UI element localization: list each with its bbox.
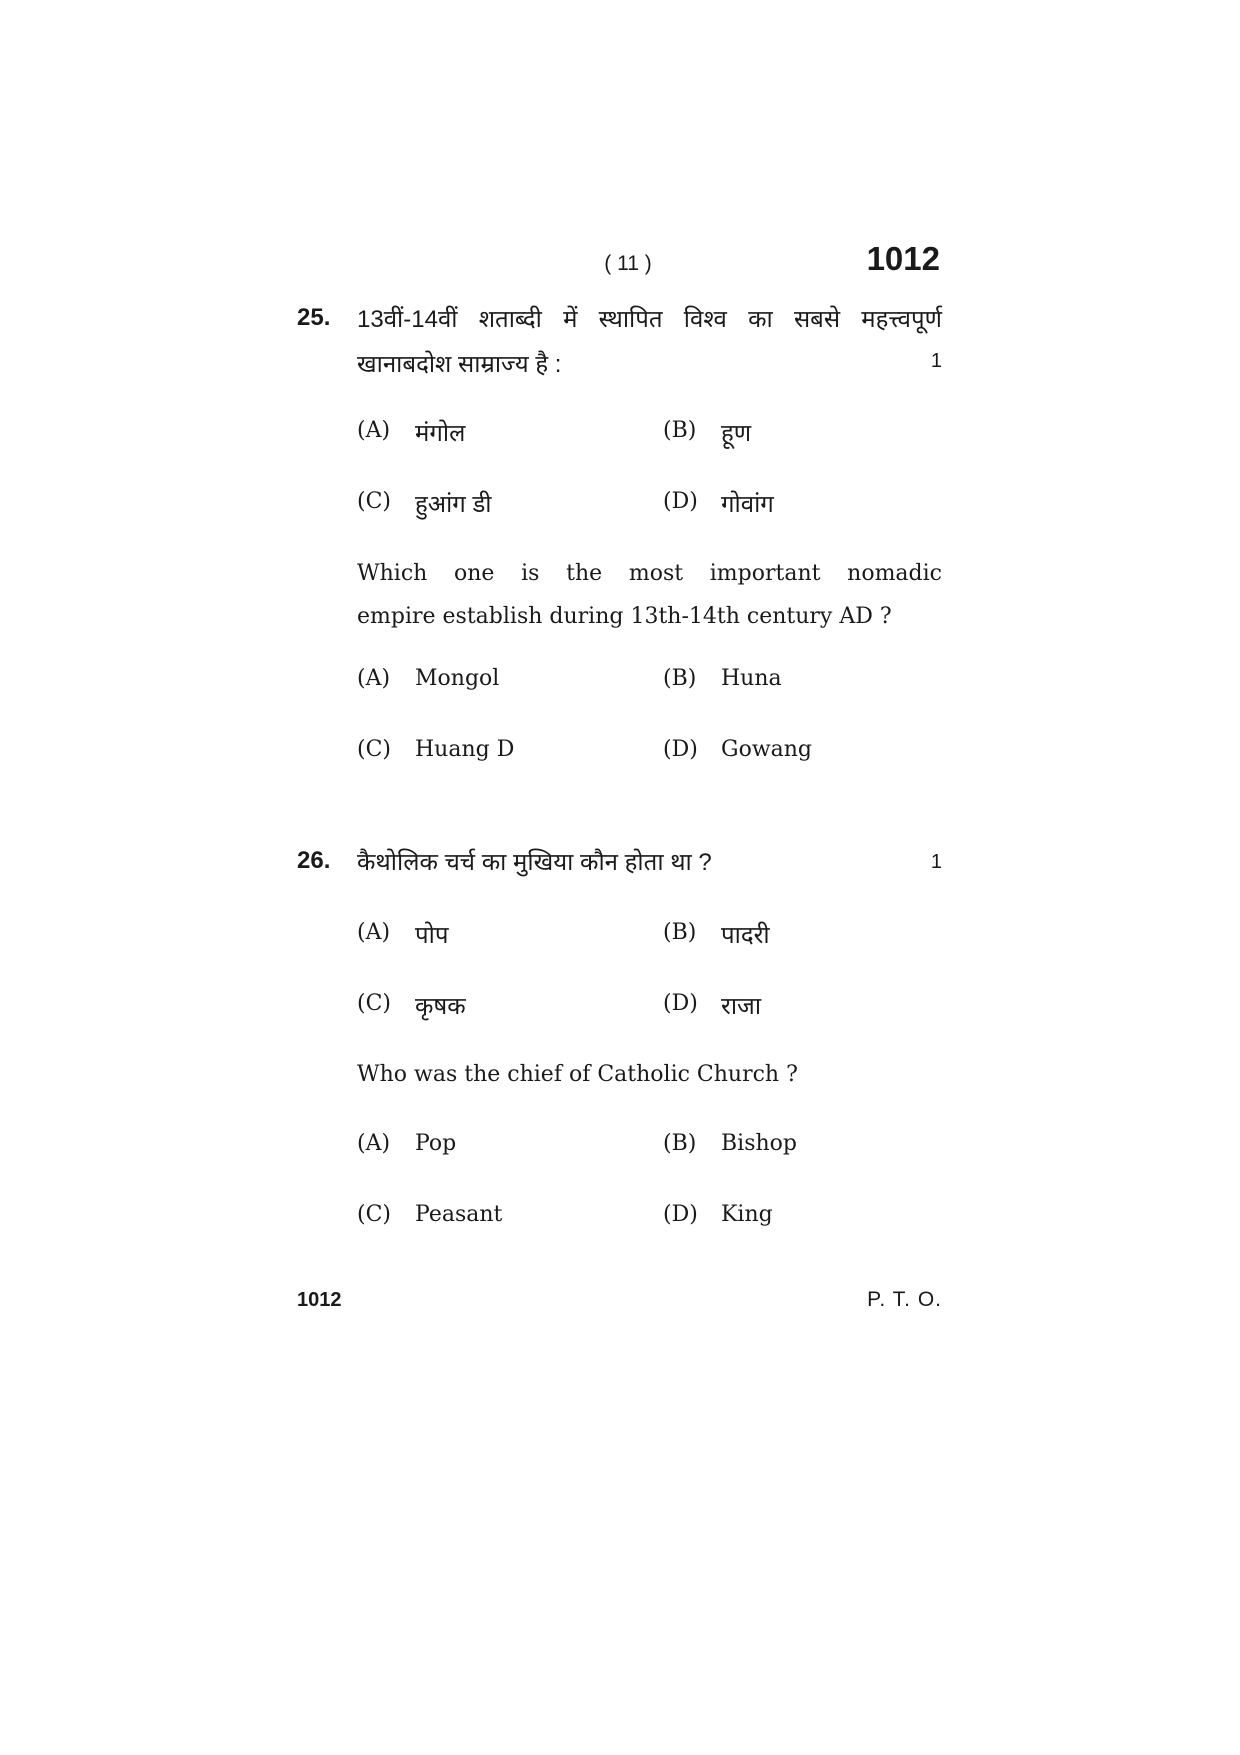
option-letter: (B) — [663, 666, 697, 691]
option-text: Bishop — [721, 1131, 797, 1156]
option-letter: (C) — [357, 991, 391, 1016]
option-letter: (B) — [663, 418, 697, 443]
option-letter: (A) — [357, 666, 391, 691]
question-marks: 1 — [930, 350, 942, 372]
question-text-hindi-line-2: खानाबदोश साम्राज्य है : — [357, 351, 562, 378]
option-letter: (B) — [663, 1131, 697, 1156]
option-text: गोवांग — [721, 491, 774, 518]
question-text-hindi-line-1: कैथोलिक चर्च का मुखिया कौन होता था ? — [357, 849, 712, 876]
option-text: हूण — [721, 420, 752, 447]
option-text: कृषक — [415, 993, 466, 1020]
question-number: 26. — [297, 847, 331, 874]
question-text-english-line-1: Which one is the most important nomadic — [357, 561, 942, 586]
option-text: Huang D — [415, 737, 515, 762]
pto-label: P. T. O. — [867, 1288, 942, 1311]
option-text: Peasant — [415, 1202, 503, 1227]
question-text-english-line-2: empire establish during 13th-14th century AD ? — [357, 604, 892, 629]
option-letter: (A) — [357, 920, 391, 945]
page-number: ( 11 ) — [604, 252, 652, 275]
option-letter: (C) — [357, 1202, 391, 1227]
option-letter: (D) — [663, 991, 698, 1016]
option-text: Gowang — [721, 737, 813, 762]
option-text: पादरी — [721, 922, 770, 949]
paper-code-header: 1012 — [866, 240, 940, 277]
option-letter: (D) — [663, 1202, 698, 1227]
question-marks: 1 — [930, 851, 942, 873]
question-text-hindi-line-1: 13वीं-14वीं शताब्दी में स्थापित विश्व का सबसे महत्त्वपूर्ण — [357, 306, 942, 333]
option-text: King — [721, 1202, 773, 1227]
option-letter: (A) — [357, 1131, 391, 1156]
option-text: Huna — [721, 666, 782, 691]
option-letter: (C) — [357, 489, 391, 514]
option-text: Mongol — [415, 666, 500, 691]
option-text: पोप — [415, 922, 449, 949]
option-text: राजा — [721, 993, 762, 1020]
option-letter: (A) — [357, 418, 391, 443]
option-letter: (C) — [357, 737, 391, 762]
option-letter: (B) — [663, 920, 697, 945]
question-text-english-line-1: Who was the chief of Catholic Church ? — [357, 1062, 798, 1087]
question-number: 25. — [297, 304, 331, 331]
option-text: Pop — [415, 1131, 457, 1156]
paper-code-footer: 1012 — [297, 1289, 342, 1311]
option-letter: (D) — [663, 737, 698, 762]
option-text: मंगोल — [415, 420, 466, 447]
option-letter: (D) — [663, 489, 698, 514]
option-text: हुआंग डी — [415, 491, 492, 518]
